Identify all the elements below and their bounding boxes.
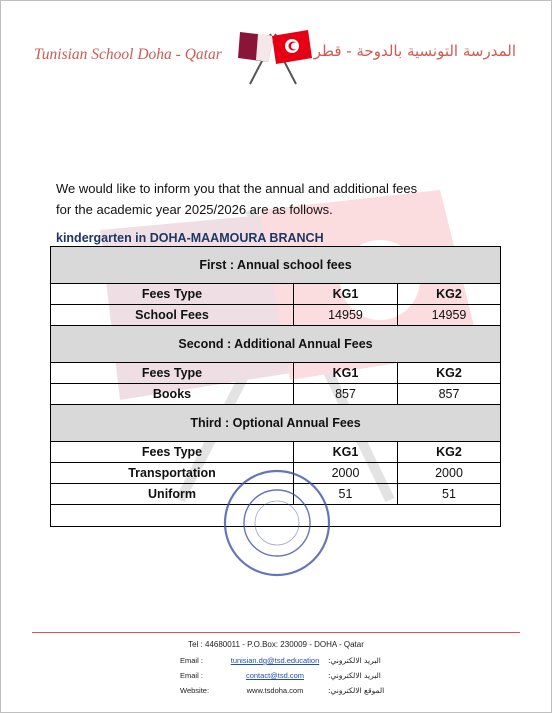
footer-website-row: [0, 686, 552, 698]
email-link[interactable]: tunisian.dg@tsd.education: [230, 656, 320, 665]
footer-email-row: [0, 671, 552, 683]
section-title: First : Annual school fees: [51, 247, 501, 284]
email-label: Email :: [180, 671, 203, 680]
column-header-fees-type: Fees Type: [51, 363, 294, 384]
column-header-fees-type: Fees Type: [51, 284, 294, 305]
section-title: Third : Optional Annual Fees: [51, 405, 501, 442]
intro-paragraph: [56, 178, 476, 220]
column-header-fees-type: Fees Type: [51, 442, 294, 463]
kg2-amount-cell: 2000: [398, 463, 501, 484]
kg1-amount-cell: 857: [294, 384, 398, 405]
email-label-arabic: البريد الالكتروني:: [328, 671, 381, 680]
footer-contact-line: Tel : 44680011 - P.O.Box: 230009 - DOHA - Qatar: [188, 640, 364, 649]
kg2-amount-cell: 51: [398, 484, 501, 505]
column-header-kg1: KG1: [294, 363, 398, 384]
website-label-arabic: الموقع الالكتروني:: [328, 686, 385, 695]
intro-line-1: We would like to inform you that the annual and additional fees: [56, 181, 418, 196]
branch-heading: kindergarten in DOHA-MAAMOURA BRANCH: [56, 231, 324, 245]
crossed-flags-logo: [228, 28, 318, 86]
table-row: [51, 305, 501, 326]
kg2-amount-cell: 857: [398, 384, 501, 405]
school-stamp: [222, 468, 332, 578]
website-label: Website:: [180, 686, 210, 695]
website-link[interactable]: www.tsdoha.com: [246, 686, 304, 695]
fee-type-cell: Books: [51, 384, 294, 405]
fee-type-cell: School Fees: [51, 305, 294, 326]
school-name-arabic: المدرسة التونسية بالدوحة - قطر: [313, 42, 516, 60]
footer-divider: [32, 632, 520, 633]
email-link[interactable]: contact@tsd.com: [245, 671, 305, 680]
fee-type-cell: Transportation: [51, 463, 294, 484]
kg1-amount-cell: 51: [294, 484, 398, 505]
kg1-amount-cell: 2000: [294, 463, 398, 484]
column-header-kg2: KG2: [398, 284, 501, 305]
footer-email-row: [0, 656, 552, 668]
kg2-amount-cell: 14959: [398, 305, 501, 326]
table-row: [51, 384, 501, 405]
column-header-kg1: KG1: [294, 442, 398, 463]
email-label: Email :: [180, 656, 203, 665]
section-title: Second : Additional Annual Fees: [51, 326, 501, 363]
kg1-amount-cell: 14959: [294, 305, 398, 326]
school-name-english: Tunisian School Doha - Qatar: [34, 46, 222, 63]
column-header-kg2: KG2: [398, 363, 501, 384]
column-header-kg2: KG2: [398, 442, 501, 463]
column-header-kg1: KG1: [294, 284, 398, 305]
email-label-arabic: البريد الالكتروني:: [328, 656, 381, 665]
intro-line-2: for the academic year 2025/2026 are as follows.: [56, 202, 333, 217]
fee-type-cell: Uniform: [51, 484, 294, 505]
